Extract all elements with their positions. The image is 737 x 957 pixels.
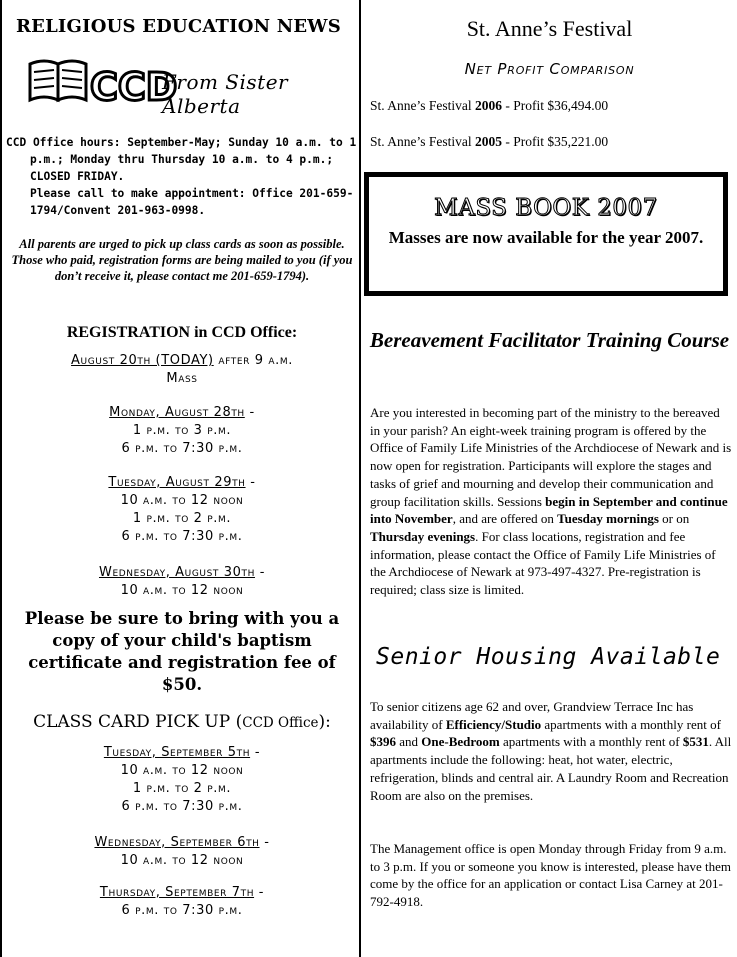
senior-housing-title: Senior Housing Available — [376, 644, 721, 670]
session-time: 10 a.m. to 12 noon — [120, 493, 244, 508]
session-day-suffix: - — [244, 405, 255, 420]
profit-2006 — [370, 98, 608, 114]
session-day-suffix: after 9 a.m. — [213, 353, 293, 368]
senior-text: apartments with a monthly rent of — [499, 734, 683, 750]
office-hours-text: CCD Office hours: September-May; Sunday 10 a.m. to 1 p.m.; Monday thru Thursday 10 a.m. to 4 p.m.; CLOSED FRIDAY. — [6, 136, 357, 183]
ccd-logo-text: CCD — [90, 65, 178, 109]
session-day-suffix: - — [254, 565, 266, 580]
bereavement-paragraph — [370, 404, 732, 599]
session-time: 6 p.m. to 7:30 p.m. — [121, 529, 243, 544]
session-time: Mass — [166, 371, 198, 386]
bereavement-text: or on — [658, 511, 690, 527]
senior-text: To senior citizens age 62 and over, Grandview Terrace Inc has availability of — [370, 699, 694, 732]
religious-education-title: RELIGIOUS EDUCATION NEWS — [16, 16, 341, 37]
session-day-suffix: - — [259, 835, 270, 850]
festival-title: St. Anne’s Festival — [466, 16, 633, 41]
profit-2005 — [370, 134, 608, 150]
class-card-heading-sub: CCD Office — [242, 715, 319, 731]
senior-efficiency: Efficiency/Studio — [445, 716, 542, 732]
session-time: 1 p.m. to 3 p.m. — [132, 423, 232, 438]
mass-book-text: Masses are now available for the year 2007. — [388, 228, 704, 247]
class-card-heading — [6, 712, 358, 732]
session-day: Tuesday, August 29th — [108, 475, 246, 490]
profit-2006-year: 2006 — [475, 98, 503, 113]
senior-rent-531: $531 — [682, 734, 709, 750]
session-day: Tuesday, September 5th — [103, 745, 251, 760]
bring-certificate-notice: Please be sure to bring with you a copy of your child's baptism certificate and registration fee of $50. — [24, 609, 340, 694]
senior-text: . All apartments include the following: heat, hot water, electric, refrigeration, blinds and central air. A Laundry Room and Recreation Room are also on the premises. — [370, 734, 732, 803]
management-office-paragraph: The Management office is open Monday through Friday from 9 a.m. to 3 p.m. If you or someone you know is interested, please have them come by the office for an application or contact Lisa Carney at 201-792-4918. — [370, 841, 732, 910]
ccd-book-logo-icon — [26, 56, 178, 109]
session-day-suffix: - — [254, 885, 265, 900]
registration-session — [6, 404, 358, 458]
class-card-heading-text: CLASS CARD PICK UP ( — [33, 712, 243, 732]
profit-2005-year: 2005 — [475, 134, 503, 149]
registration-session — [6, 564, 358, 600]
bereavement-text: Are you interested in becoming part of the ministry to the bereaved in your parish? An eight-week training program is offered by the Office of Family Life Ministries of the Archdiocese of Newark and is now open for registration. Participants will explore the stages and tasks of grief and mourning and develop their communication and group facilitation skills. Sessions — [370, 405, 732, 509]
profit-2006-prefix: St. Anne’s Festival — [370, 98, 476, 113]
senior-text: and — [396, 734, 422, 750]
senior-housing-paragraph — [370, 698, 732, 804]
session-day: Monday, August 28th — [109, 405, 245, 420]
bereavement-thursday: Thursday evenings — [370, 528, 476, 544]
class-card-heading-end: ): — [318, 712, 331, 732]
session-time: 6 p.m. to 7:30 p.m. — [121, 441, 243, 456]
registration-session — [6, 474, 358, 546]
from-sister-alberta: From Sister Alberta — [162, 70, 289, 118]
senior-one-bedroom: One-Bedroom — [421, 734, 500, 750]
session-day-suffix: - — [245, 475, 256, 490]
session-day-suffix: - — [250, 745, 261, 760]
session-day: August 20th (TODAY) — [71, 353, 214, 368]
senior-text: apartments with a monthly rent of — [541, 716, 721, 732]
session-day: Thursday, September 7th — [99, 885, 255, 900]
pickup-session — [6, 744, 358, 816]
session-time: 10 a.m. to 12 noon — [120, 763, 244, 778]
profit-2005-amount: - Profit $35,221.00 — [502, 134, 609, 149]
session-time: 1 p.m. to 2 p.m. — [132, 781, 232, 796]
mass-book-title: MASS BOOK 2007 — [434, 195, 658, 221]
bereavement-dates: begin in September and continue into November — [370, 493, 728, 527]
registration-session — [6, 352, 358, 388]
bereavement-title: Bereavement Facilitator Training Course — [369, 328, 730, 352]
bereavement-tuesday: Tuesday mornings — [557, 511, 659, 527]
net-profit-comparison-title: Net Profit Comparison — [464, 60, 635, 78]
profit-2005-prefix: St. Anne’s Festival — [370, 134, 476, 149]
profit-2006-amount: - Profit $36,494.00 — [502, 98, 609, 113]
mass-book-box — [364, 172, 728, 296]
session-time: 10 a.m. to 12 noon — [120, 853, 244, 868]
parents-notice: All parents are urged to pick up class cards as soon as possible. Those who paid, registration forms are being mailed to you (if you don’t receive it, please contact me 201-659-1794). — [11, 237, 353, 283]
session-day: Wednesday, September 6th — [94, 835, 260, 850]
session-time: 10 a.m. to 12 noon — [120, 583, 244, 598]
pickup-session — [6, 884, 358, 920]
right-column — [362, 0, 737, 957]
religious-education-column — [0, 0, 361, 957]
bereavement-text: . For class locations, registration and fee information, please contact the Office of Family Life Ministries of the Archdiocese of Newark at 973-497-4327. Pre-registration is required; class size is limited. — [370, 528, 716, 598]
pickup-session — [6, 834, 358, 870]
session-time: 1 p.m. to 2 p.m. — [132, 511, 232, 526]
session-time: 6 p.m. to 7:30 p.m. — [121, 903, 243, 918]
session-time: 6 p.m. to 7:30 p.m. — [121, 799, 243, 814]
appointment-text: Please call to make appointment: Office 201-659-1794/Convent 201-963-0998. — [30, 187, 354, 217]
ccd-office-hours — [6, 134, 358, 219]
registration-heading: REGISTRATION in CCD Office: — [66, 324, 298, 341]
senior-rent-396: $396 — [370, 734, 396, 750]
bereavement-text: , and are offered on — [452, 511, 558, 527]
session-day: Wednesday, August 30th — [98, 565, 255, 580]
